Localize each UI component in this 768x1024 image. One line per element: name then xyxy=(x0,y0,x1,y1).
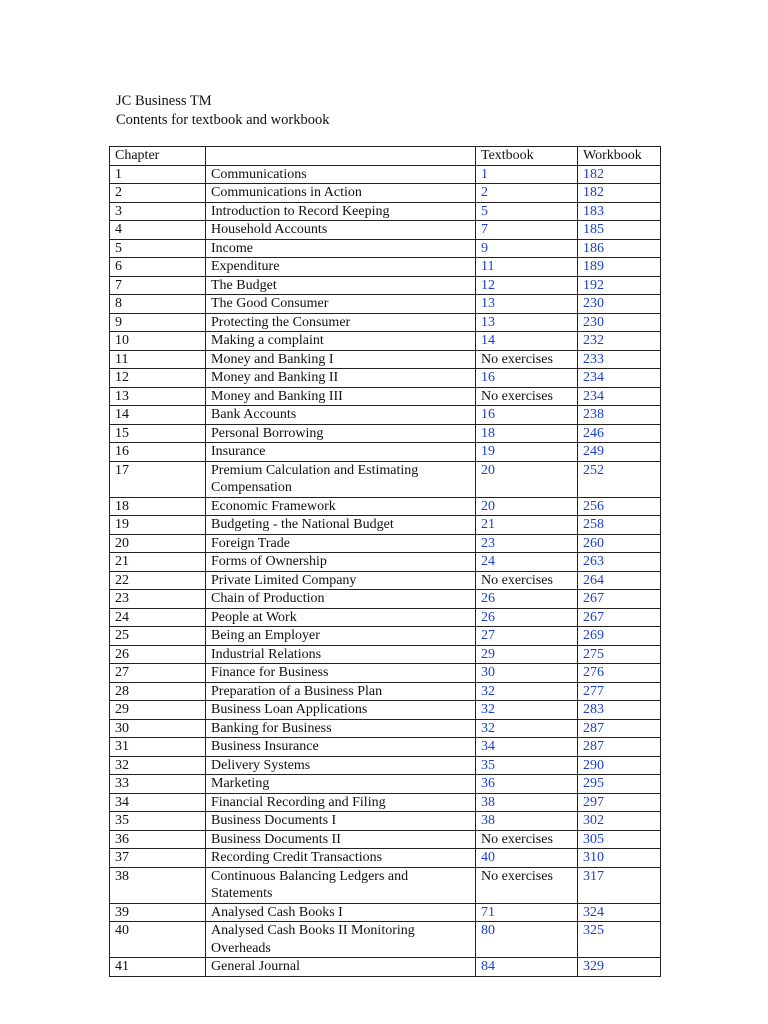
chapter-title-cell: Finance for Business xyxy=(206,664,476,683)
workbook-page-cell xyxy=(578,627,661,646)
workbook-page-link[interactable]: 252 xyxy=(583,462,604,478)
textbook-page-link[interactable]: 38 xyxy=(481,794,495,810)
workbook-page-link[interactable]: 329 xyxy=(583,959,604,974)
workbook-page-link[interactable]: 232 xyxy=(583,333,604,348)
table-row xyxy=(110,903,661,922)
textbook-page-cell xyxy=(476,424,578,443)
chapter-title-cell: The Good Consumer xyxy=(206,295,476,314)
chapter-number-cell: 31 xyxy=(110,738,206,757)
textbook-page-cell xyxy=(476,608,578,627)
textbook-page-link[interactable]: 1 xyxy=(481,166,488,182)
workbook-page-cell xyxy=(578,424,661,443)
chapter-number-cell: 14 xyxy=(110,406,206,425)
textbook-page-cell xyxy=(476,553,578,572)
workbook-page-link[interactable]: 192 xyxy=(583,277,604,293)
heading-subtitle: Contents for textbook and workbook xyxy=(116,111,330,128)
chapter-number-cell: 15 xyxy=(110,424,206,443)
workbook-page-link[interactable]: 276 xyxy=(583,665,604,680)
textbook-page-link[interactable]: 9 xyxy=(481,240,488,256)
textbook-page-cell xyxy=(476,645,578,664)
contents-table xyxy=(109,146,661,977)
workbook-page-link[interactable]: 264 xyxy=(583,572,604,588)
textbook-page-cell xyxy=(476,627,578,646)
workbook-page-cell xyxy=(578,775,661,794)
document-heading xyxy=(116,92,329,129)
textbook-page-link[interactable]: 13 xyxy=(481,314,495,330)
table-row xyxy=(110,406,661,425)
chapter-title-cell: Money and Banking I xyxy=(206,350,476,369)
chapter-number-cell: 5 xyxy=(110,239,206,258)
table-row xyxy=(110,443,661,462)
heading-title: JC Business TM xyxy=(116,93,212,109)
chapter-title-cell: Income xyxy=(206,239,476,258)
workbook-page-link[interactable]: 233 xyxy=(583,351,604,367)
textbook-page-link[interactable]: 27 xyxy=(481,628,495,643)
workbook-page-link[interactable]: 297 xyxy=(583,794,604,810)
workbook-page-cell xyxy=(578,461,661,497)
textbook-page-cell xyxy=(476,719,578,738)
table-row xyxy=(110,184,661,203)
textbook-page-cell xyxy=(476,276,578,295)
workbook-page-link[interactable]: 186 xyxy=(583,240,604,256)
workbook-page-cell xyxy=(578,922,661,958)
textbook-page-link[interactable]: 24 xyxy=(481,554,495,569)
textbook-page-cell xyxy=(476,682,578,701)
textbook-page-link[interactable]: 23 xyxy=(481,535,495,551)
textbook-page-link[interactable]: 35 xyxy=(481,757,495,773)
table-row xyxy=(110,627,661,646)
textbook-page-cell xyxy=(476,258,578,277)
textbook-page-cell xyxy=(476,534,578,553)
textbook-page-link[interactable]: 36 xyxy=(481,776,495,791)
chapter-number-cell: 37 xyxy=(110,849,206,868)
workbook-page-cell xyxy=(578,738,661,757)
table-row xyxy=(110,590,661,609)
workbook-page-link[interactable]: 238 xyxy=(583,407,604,422)
chapter-number-cell: 2 xyxy=(110,184,206,203)
chapter-title-cell: Recording Credit Transactions xyxy=(206,849,476,868)
workbook-page-cell xyxy=(578,590,661,609)
textbook-page-link[interactable]: 32 xyxy=(481,683,495,699)
chapter-number-cell: 16 xyxy=(110,443,206,462)
workbook-page-cell xyxy=(578,571,661,590)
table-row xyxy=(110,719,661,738)
textbook-page-link[interactable]: 30 xyxy=(481,665,495,680)
workbook-page-link[interactable]: 277 xyxy=(583,683,604,699)
chapter-number-cell: 26 xyxy=(110,645,206,664)
workbook-page-link[interactable]: 234 xyxy=(583,370,604,385)
textbook-page-link[interactable]: 32 xyxy=(481,720,495,736)
chapter-title-cell: Communications xyxy=(206,165,476,184)
chapter-number-cell: 33 xyxy=(110,775,206,794)
chapter-title-cell: Business Documents II xyxy=(206,830,476,849)
workbook-page-cell xyxy=(578,958,661,977)
textbook-page-cell xyxy=(476,332,578,351)
table-row xyxy=(110,461,661,497)
table-row xyxy=(110,664,661,683)
chapter-title-cell: Industrial Relations xyxy=(206,645,476,664)
workbook-page-cell xyxy=(578,903,661,922)
chapter-number-cell: 25 xyxy=(110,627,206,646)
column-header-title xyxy=(206,147,476,166)
table-row xyxy=(110,701,661,720)
table-row xyxy=(110,958,661,977)
table-row xyxy=(110,812,661,831)
workbook-page-link[interactable]: 230 xyxy=(583,314,604,330)
workbook-page-cell xyxy=(578,184,661,203)
textbook-page-cell xyxy=(476,793,578,812)
workbook-page-cell xyxy=(578,406,661,425)
chapter-title-cell: Analysed Cash Books I xyxy=(206,903,476,922)
workbook-page-link[interactable]: 283 xyxy=(583,702,604,717)
workbook-page-cell xyxy=(578,812,661,831)
textbook-page-link[interactable]: 13 xyxy=(481,296,495,311)
textbook-page-link[interactable]: 32 xyxy=(481,702,495,717)
textbook-page-cell xyxy=(476,812,578,831)
chapter-title-cell: Expenditure xyxy=(206,258,476,277)
textbook-page-link[interactable]: 16 xyxy=(481,370,495,385)
workbook-page-cell xyxy=(578,332,661,351)
chapter-title-cell: Foreign Trade xyxy=(206,534,476,553)
table-row xyxy=(110,202,661,221)
column-header-chapter: Chapter xyxy=(110,147,206,166)
workbook-page-cell xyxy=(578,165,661,184)
workbook-page-link[interactable]: 183 xyxy=(583,203,604,219)
workbook-page-cell xyxy=(578,719,661,738)
textbook-page-link[interactable]: 40 xyxy=(481,850,495,865)
workbook-page-link[interactable]: 263 xyxy=(583,554,604,569)
textbook-page-cell xyxy=(476,664,578,683)
chapter-number-cell: 11 xyxy=(110,350,206,369)
textbook-page-cell xyxy=(476,590,578,609)
textbook-page-link[interactable]: 7 xyxy=(481,222,488,237)
chapter-number-cell: 29 xyxy=(110,701,206,720)
chapter-number-cell: 30 xyxy=(110,719,206,738)
workbook-page-cell xyxy=(578,516,661,535)
table-row xyxy=(110,867,661,903)
workbook-page-cell xyxy=(578,645,661,664)
workbook-page-link[interactable]: 275 xyxy=(583,646,604,662)
workbook-page-cell xyxy=(578,350,661,369)
chapter-number-cell: 36 xyxy=(110,830,206,849)
workbook-page-cell xyxy=(578,756,661,775)
chapter-title-cell: Financial Recording and Filing xyxy=(206,793,476,812)
textbook-page-cell xyxy=(476,295,578,314)
textbook-page-link[interactable]: 2 xyxy=(481,185,488,200)
workbook-page-link[interactable]: 230 xyxy=(583,296,604,311)
chapter-title-cell: People at Work xyxy=(206,608,476,627)
textbook-page-cell xyxy=(476,443,578,462)
textbook-page-link[interactable]: 19 xyxy=(481,444,495,459)
chapter-title-cell: Introduction to Record Keeping xyxy=(206,202,476,221)
table-row xyxy=(110,497,661,516)
workbook-page-cell xyxy=(578,682,661,701)
textbook-page-link[interactable]: 29 xyxy=(481,646,495,662)
chapter-number-cell: 12 xyxy=(110,369,206,388)
textbook-page-link[interactable]: 5 xyxy=(481,203,488,219)
chapter-number-cell: 41 xyxy=(110,958,206,977)
textbook-page-cell: No exercises xyxy=(476,571,578,590)
chapter-number-cell: 27 xyxy=(110,664,206,683)
chapter-title-cell: Bank Accounts xyxy=(206,406,476,425)
textbook-page-link[interactable]: 26 xyxy=(481,609,495,625)
textbook-page-cell xyxy=(476,756,578,775)
textbook-page-cell xyxy=(476,738,578,757)
textbook-page-cell: No exercises xyxy=(476,830,578,849)
workbook-page-link[interactable]: 324 xyxy=(583,904,604,920)
table-row xyxy=(110,645,661,664)
table-row xyxy=(110,738,661,757)
textbook-page-link[interactable]: 71 xyxy=(481,904,495,920)
column-header-textbook: Textbook xyxy=(476,147,578,166)
workbook-page-cell xyxy=(578,497,661,516)
chapter-number-cell: 39 xyxy=(110,903,206,922)
table-row xyxy=(110,534,661,553)
chapter-title-cell: Protecting the Consumer xyxy=(206,313,476,332)
workbook-page-link[interactable]: 249 xyxy=(583,444,604,459)
chapter-number-cell: 23 xyxy=(110,590,206,609)
table-body xyxy=(110,165,661,976)
table-row xyxy=(110,830,661,849)
workbook-page-link[interactable]: 182 xyxy=(583,185,604,200)
workbook-page-link[interactable]: 295 xyxy=(583,776,604,791)
table-row xyxy=(110,516,661,535)
workbook-page-link[interactable]: 290 xyxy=(583,757,604,773)
textbook-page-link[interactable]: 21 xyxy=(481,517,495,532)
workbook-page-link[interactable]: 269 xyxy=(583,628,604,643)
chapter-title-cell: Premium Calculation and Estimating Compensation xyxy=(206,461,476,497)
textbook-page-cell xyxy=(476,775,578,794)
textbook-page-cell: No exercises xyxy=(476,387,578,406)
textbook-page-link[interactable]: 20 xyxy=(481,462,495,478)
textbook-page-cell xyxy=(476,461,578,497)
chapter-number-cell: 40 xyxy=(110,922,206,958)
chapter-title-cell: Business Documents I xyxy=(206,812,476,831)
workbook-page-cell xyxy=(578,608,661,627)
table-row xyxy=(110,313,661,332)
textbook-page-cell xyxy=(476,958,578,977)
workbook-page-cell xyxy=(578,221,661,240)
table-row xyxy=(110,165,661,184)
table-row xyxy=(110,756,661,775)
workbook-page-cell xyxy=(578,276,661,295)
textbook-page-cell xyxy=(476,903,578,922)
textbook-page-link[interactable]: 34 xyxy=(481,739,495,754)
workbook-page-link[interactable]: 246 xyxy=(583,425,604,441)
chapter-number-cell: 38 xyxy=(110,867,206,903)
workbook-page-link[interactable]: 287 xyxy=(583,739,604,754)
textbook-page-cell xyxy=(476,202,578,221)
table-row xyxy=(110,369,661,388)
chapter-title-cell: Economic Framework xyxy=(206,497,476,516)
workbook-page-link[interactable]: 305 xyxy=(583,831,604,847)
table-row xyxy=(110,922,661,958)
chapter-number-cell: 22 xyxy=(110,571,206,590)
chapter-title-cell: Private Limited Company xyxy=(206,571,476,590)
chapter-title-cell: Communications in Action xyxy=(206,184,476,203)
chapter-number-cell: 35 xyxy=(110,812,206,831)
workbook-page-cell xyxy=(578,553,661,572)
workbook-page-cell xyxy=(578,849,661,868)
workbook-page-link[interactable]: 317 xyxy=(583,868,604,884)
textbook-page-link[interactable]: 84 xyxy=(481,959,495,974)
chapter-title-cell: Budgeting - the National Budget xyxy=(206,516,476,535)
chapter-title-cell: Money and Banking III xyxy=(206,387,476,406)
textbook-page-link[interactable]: 26 xyxy=(481,591,495,606)
textbook-page-link[interactable]: 11 xyxy=(481,259,495,274)
chapter-title-cell: Money and Banking II xyxy=(206,369,476,388)
workbook-page-cell xyxy=(578,830,661,849)
table-row xyxy=(110,332,661,351)
textbook-page-cell xyxy=(476,849,578,868)
chapter-number-cell: 34 xyxy=(110,793,206,812)
chapter-title-cell: Delivery Systems xyxy=(206,756,476,775)
textbook-page-cell: No exercises xyxy=(476,350,578,369)
textbook-page-cell xyxy=(476,497,578,516)
textbook-page-link[interactable]: 12 xyxy=(481,277,495,293)
chapter-number-cell: 21 xyxy=(110,553,206,572)
table-row xyxy=(110,553,661,572)
table-row xyxy=(110,239,661,258)
chapter-number-cell: 20 xyxy=(110,534,206,553)
chapter-title-cell: Preparation of a Business Plan xyxy=(206,682,476,701)
workbook-page-cell xyxy=(578,258,661,277)
chapter-title-cell: Banking for Business xyxy=(206,719,476,738)
chapter-number-cell: 17 xyxy=(110,461,206,497)
chapter-number-cell: 3 xyxy=(110,202,206,221)
textbook-page-cell xyxy=(476,922,578,958)
chapter-number-cell: 18 xyxy=(110,497,206,516)
textbook-page-cell xyxy=(476,313,578,332)
table-row xyxy=(110,849,661,868)
chapter-number-cell: 1 xyxy=(110,165,206,184)
textbook-page-cell xyxy=(476,406,578,425)
workbook-page-link[interactable]: 267 xyxy=(583,591,604,606)
workbook-page-link[interactable]: 310 xyxy=(583,850,604,865)
textbook-page-cell xyxy=(476,701,578,720)
workbook-page-cell xyxy=(578,239,661,258)
workbook-page-cell xyxy=(578,369,661,388)
table-row xyxy=(110,350,661,369)
table-row xyxy=(110,221,661,240)
chapter-title-cell: Business Loan Applications xyxy=(206,701,476,720)
workbook-page-link[interactable]: 182 xyxy=(583,166,604,182)
workbook-page-link[interactable]: 258 xyxy=(583,517,604,532)
table-row xyxy=(110,571,661,590)
textbook-page-cell xyxy=(476,221,578,240)
textbook-page-cell xyxy=(476,239,578,258)
chapter-title-cell: Personal Borrowing xyxy=(206,424,476,443)
chapter-number-cell: 32 xyxy=(110,756,206,775)
textbook-page-link[interactable]: 16 xyxy=(481,407,495,422)
chapter-number-cell: 6 xyxy=(110,258,206,277)
workbook-page-link[interactable]: 325 xyxy=(583,923,604,938)
textbook-page-cell xyxy=(476,369,578,388)
chapter-title-cell: Chain of Production xyxy=(206,590,476,609)
chapter-title-cell: General Journal xyxy=(206,958,476,977)
textbook-page-cell: No exercises xyxy=(476,867,578,903)
table-row xyxy=(110,775,661,794)
workbook-page-cell xyxy=(578,534,661,553)
table-row xyxy=(110,682,661,701)
table-row xyxy=(110,793,661,812)
chapter-number-cell: 4 xyxy=(110,221,206,240)
chapter-title-cell: Continuous Balancing Ledgers and Statements xyxy=(206,867,476,903)
workbook-page-cell xyxy=(578,313,661,332)
column-header-workbook: Workbook xyxy=(578,147,661,166)
workbook-page-cell xyxy=(578,867,661,903)
workbook-page-link[interactable]: 302 xyxy=(583,813,604,828)
workbook-page-link[interactable]: 256 xyxy=(583,498,604,514)
table-row xyxy=(110,387,661,406)
chapter-title-cell: Being an Employer xyxy=(206,627,476,646)
workbook-page-link[interactable]: 260 xyxy=(583,535,604,551)
textbook-page-link[interactable]: 18 xyxy=(481,425,495,441)
chapter-number-cell: 24 xyxy=(110,608,206,627)
chapter-number-cell: 28 xyxy=(110,682,206,701)
workbook-page-cell xyxy=(578,202,661,221)
textbook-page-cell xyxy=(476,516,578,535)
chapter-title-cell: The Budget xyxy=(206,276,476,295)
chapter-number-cell: 19 xyxy=(110,516,206,535)
textbook-page-link[interactable]: 80 xyxy=(481,923,495,938)
workbook-page-link[interactable]: 234 xyxy=(583,388,604,404)
chapter-title-cell: Business Insurance xyxy=(206,738,476,757)
workbook-page-cell xyxy=(578,701,661,720)
table-row xyxy=(110,608,661,627)
workbook-page-cell xyxy=(578,387,661,406)
textbook-page-link[interactable]: 38 xyxy=(481,813,495,828)
workbook-page-cell xyxy=(578,793,661,812)
workbook-page-cell xyxy=(578,664,661,683)
textbook-page-cell xyxy=(476,165,578,184)
workbook-page-link[interactable]: 267 xyxy=(583,609,604,625)
workbook-page-link[interactable]: 185 xyxy=(583,222,604,237)
chapter-title-cell: Household Accounts xyxy=(206,221,476,240)
table-row xyxy=(110,276,661,295)
chapter-number-cell: 7 xyxy=(110,276,206,295)
workbook-page-link[interactable]: 287 xyxy=(583,720,604,736)
chapter-title-cell: Analysed Cash Books II Monitoring Overheads xyxy=(206,922,476,958)
table-row xyxy=(110,295,661,314)
workbook-page-cell xyxy=(578,295,661,314)
chapter-number-cell: 10 xyxy=(110,332,206,351)
chapter-title-cell: Insurance xyxy=(206,443,476,462)
textbook-page-link[interactable]: 20 xyxy=(481,498,495,514)
chapter-title-cell: Making a complaint xyxy=(206,332,476,351)
textbook-page-cell xyxy=(476,184,578,203)
chapter-number-cell: 13 xyxy=(110,387,206,406)
textbook-page-link[interactable]: 14 xyxy=(481,333,495,348)
table-header-row xyxy=(110,147,661,166)
workbook-page-link[interactable]: 189 xyxy=(583,259,604,274)
workbook-page-cell xyxy=(578,443,661,462)
chapter-number-cell: 9 xyxy=(110,313,206,332)
table-row xyxy=(110,258,661,277)
table-row xyxy=(110,424,661,443)
chapter-title-cell: Forms of Ownership xyxy=(206,553,476,572)
chapter-number-cell: 8 xyxy=(110,295,206,314)
chapter-title-cell: Marketing xyxy=(206,775,476,794)
